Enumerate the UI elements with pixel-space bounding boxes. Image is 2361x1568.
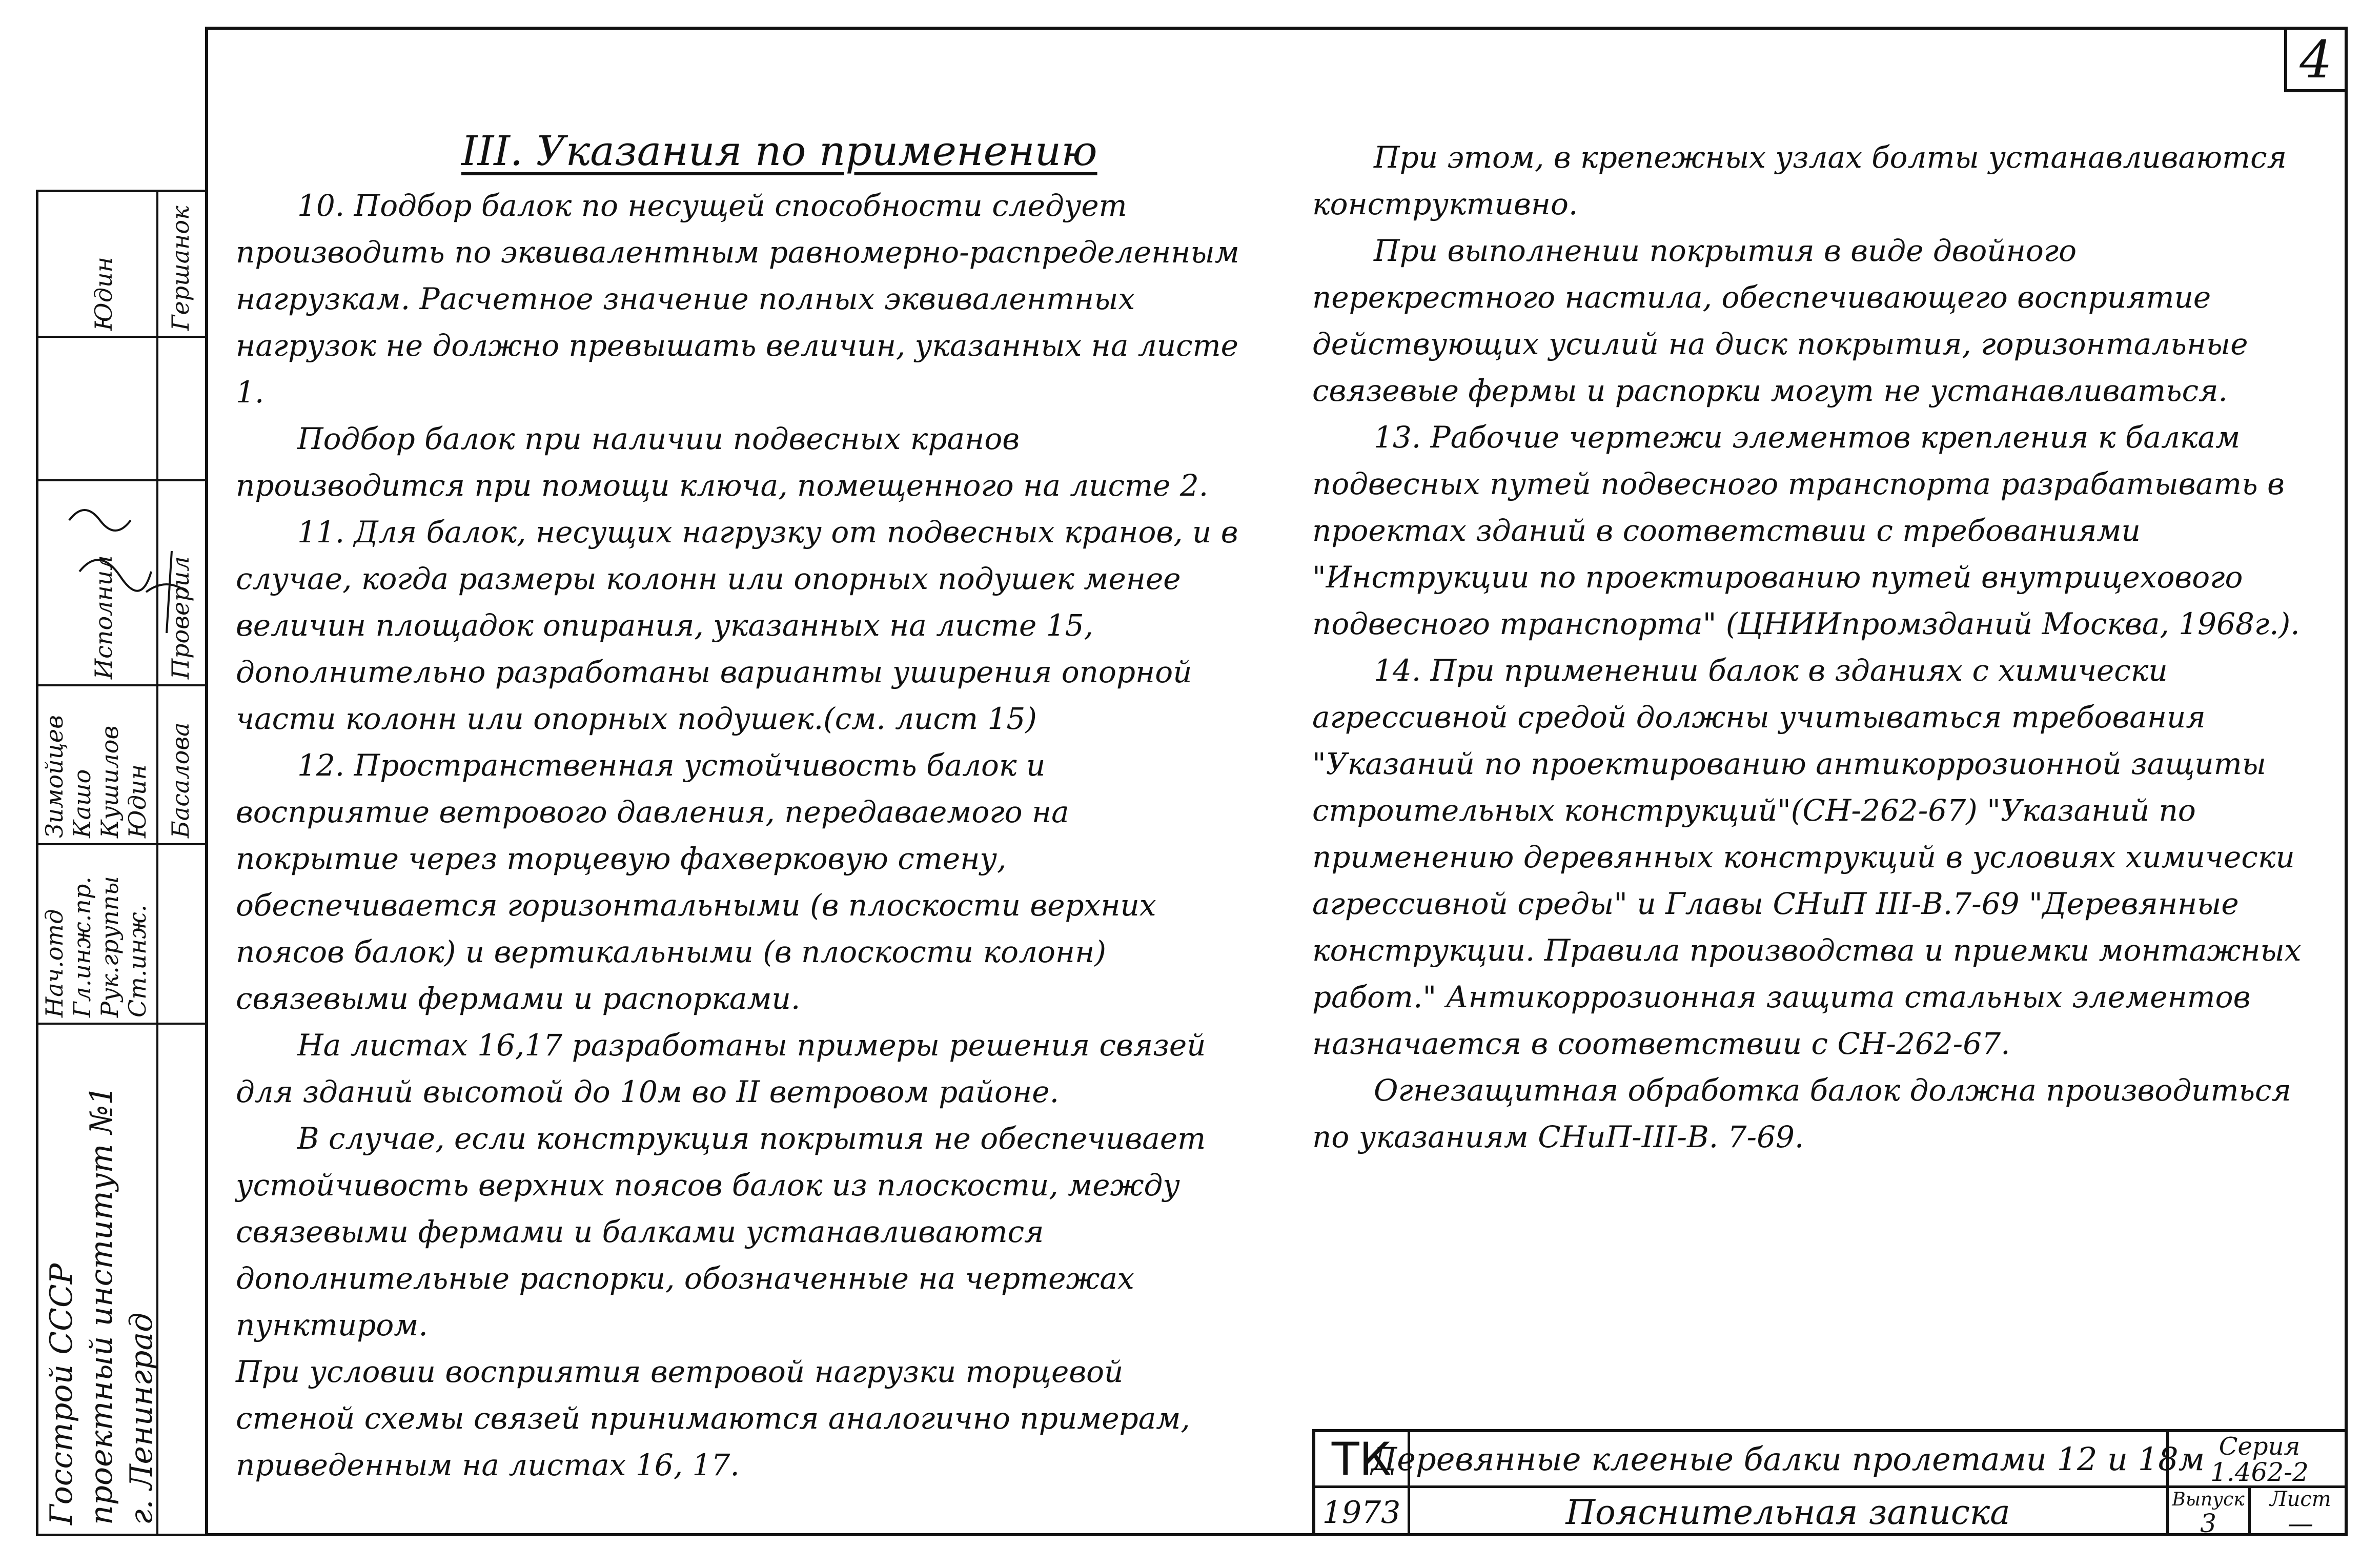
signatures <box>49 490 202 674</box>
sheet-number: 4 <box>2284 27 2348 92</box>
year: 1973 <box>1322 1494 1401 1531</box>
role-label: Ст.инж. <box>124 904 151 1017</box>
section-heading: III. Указания по применению <box>461 127 1097 175</box>
paragraph: 13. Рабочие чертежи элементов крепления к балкам подвесных путей подвесного транспорта разрабатывать в проектах зданий в соответствии с требованиями "Инструкции по проектированию путей внутрицехового подвесного транспорта" (ЦНИИпромзданий Москва, 1968г.). <box>1312 420 2300 641</box>
project-title: Деревянные клееные балки пролетами 12 и 18м <box>1371 1440 2205 1478</box>
paragraph: При этом, в крепежных узлах болты устанавливаются конструктивно. <box>1312 140 2287 221</box>
paragraph: В случае, если конструкция покрытия не обеспечивает устойчивость верхних поясов балок из плоскости, между связевыми фермами и балками устанавливаются дополнительные распорки, обозначенные на чертежах пунктиром. <box>236 1121 1206 1342</box>
right-column <box>1312 134 2317 1160</box>
paragraph: 12. Пространственная устойчивость балок и восприятие ветрового давления, передаваемого на покрытие через торцевую фахверковую стену, обеспечивается горизонтальными (в плоскости верхних поясов балок) и вертикальными (в плоскости колонн) связевыми фермами и распорками. <box>236 748 1156 1016</box>
paragraph: 10. Подбор балок по несущей способности следует производить по эквивалентным равномерно-распределенным нагрузкам. Расчетное значение полных эквивалентных нагрузок не должно превышать величин, указанных на листе 1. <box>236 188 1239 410</box>
org-line: проектный институт №1 <box>84 1085 119 1525</box>
performer-name: Юдин <box>90 257 117 331</box>
checker-label: Проверил <box>167 556 194 679</box>
stamp-divider <box>38 843 205 845</box>
role-name: Кушилов <box>96 725 124 838</box>
approval-stamp <box>36 190 205 1536</box>
stamp-divider <box>38 336 205 338</box>
role-name: Зимойцев <box>40 715 68 838</box>
role-label: Нач.отд <box>40 909 68 1017</box>
issue-value: 3 <box>2200 1509 2216 1538</box>
role-label: Рук.группы <box>96 876 124 1017</box>
stamp-divider <box>38 684 205 686</box>
performer-label: Исполнил <box>90 555 117 679</box>
paragraph: Подбор балок при наличии подвесных кранов производится при помощи ключа, помещенного на листе 2. <box>236 421 1209 503</box>
checker-name: Басалова <box>167 722 194 838</box>
sheet-label: Лист <box>2270 1488 2331 1511</box>
stamp-divider <box>38 479 205 481</box>
sheet-value: — <box>2288 1509 2313 1538</box>
org-line: Госстрой СССР <box>44 1263 79 1525</box>
left-column <box>236 182 1240 1489</box>
checker-name: Гершанок <box>167 206 194 331</box>
issue-label: Выпуск <box>2172 1489 2245 1510</box>
role-name: Кашо <box>68 769 96 838</box>
stamp-divider <box>38 1023 205 1025</box>
paragraph: 11. Для балок, несущих нагрузку от подвесных кранов, и в случае, когда размеры колонн или опорных подушек менее величин площадок опирания, указанных на листе 15, дополнительно разработаны варианты уширения опорной части колонн или опорных подушек.(см. лист 15) <box>236 515 1238 736</box>
paragraph: На листах 16,17 разработаны примеры решения связей для зданий высотой до 10м во II ветровом районе. <box>236 1028 1206 1109</box>
title-block <box>1312 1429 2348 1536</box>
org-line: г. Ленинград <box>124 1312 159 1525</box>
org-code: ТК <box>1331 1432 1392 1485</box>
paragraph: При условии восприятия ветровой нагрузки торцевой стеной схемы связей принимаются аналогично примерам, приведенным на листах 16, 17. <box>236 1354 1190 1482</box>
role-name: Юдин <box>124 764 151 838</box>
series-label: Серия <box>2218 1432 2301 1461</box>
paragraph: Огнезащитная обработка балок должна производиться по указаниям СНиП-III-В. 7-69. <box>1312 1073 2291 1154</box>
role-label: Гл.инж.пр. <box>68 877 96 1017</box>
paragraph: 14. При применении балок в зданиях с химически агрессивной средой должны учитываться требования "Указаний по проектированию антикоррозионной защиты строительных конструкций"(СН-262-67) "Указаний по применению деревянных конструкций в условиях химически агрессивной среды" и Главы СНиП III-В.7-69 "Деревянные конструкции. Правила производства и приемки монтажных работ." Антикоррозионная защита стальных элементов назначается в соответствии с СН-262-67. <box>1312 653 2302 1061</box>
series-value: 1.462-2 <box>2210 1457 2309 1487</box>
sheet-title: Пояснительная записка <box>1565 1493 2010 1532</box>
organization-block <box>42 1086 161 1525</box>
paragraph: При выполнении покрытия в виде двойного перекрестного настила, обеспечивающего восприятие действующих усилий на диск покрытия, горизонтальные связевые фермы и распорки могут не устанавливаться. <box>1312 233 2248 408</box>
